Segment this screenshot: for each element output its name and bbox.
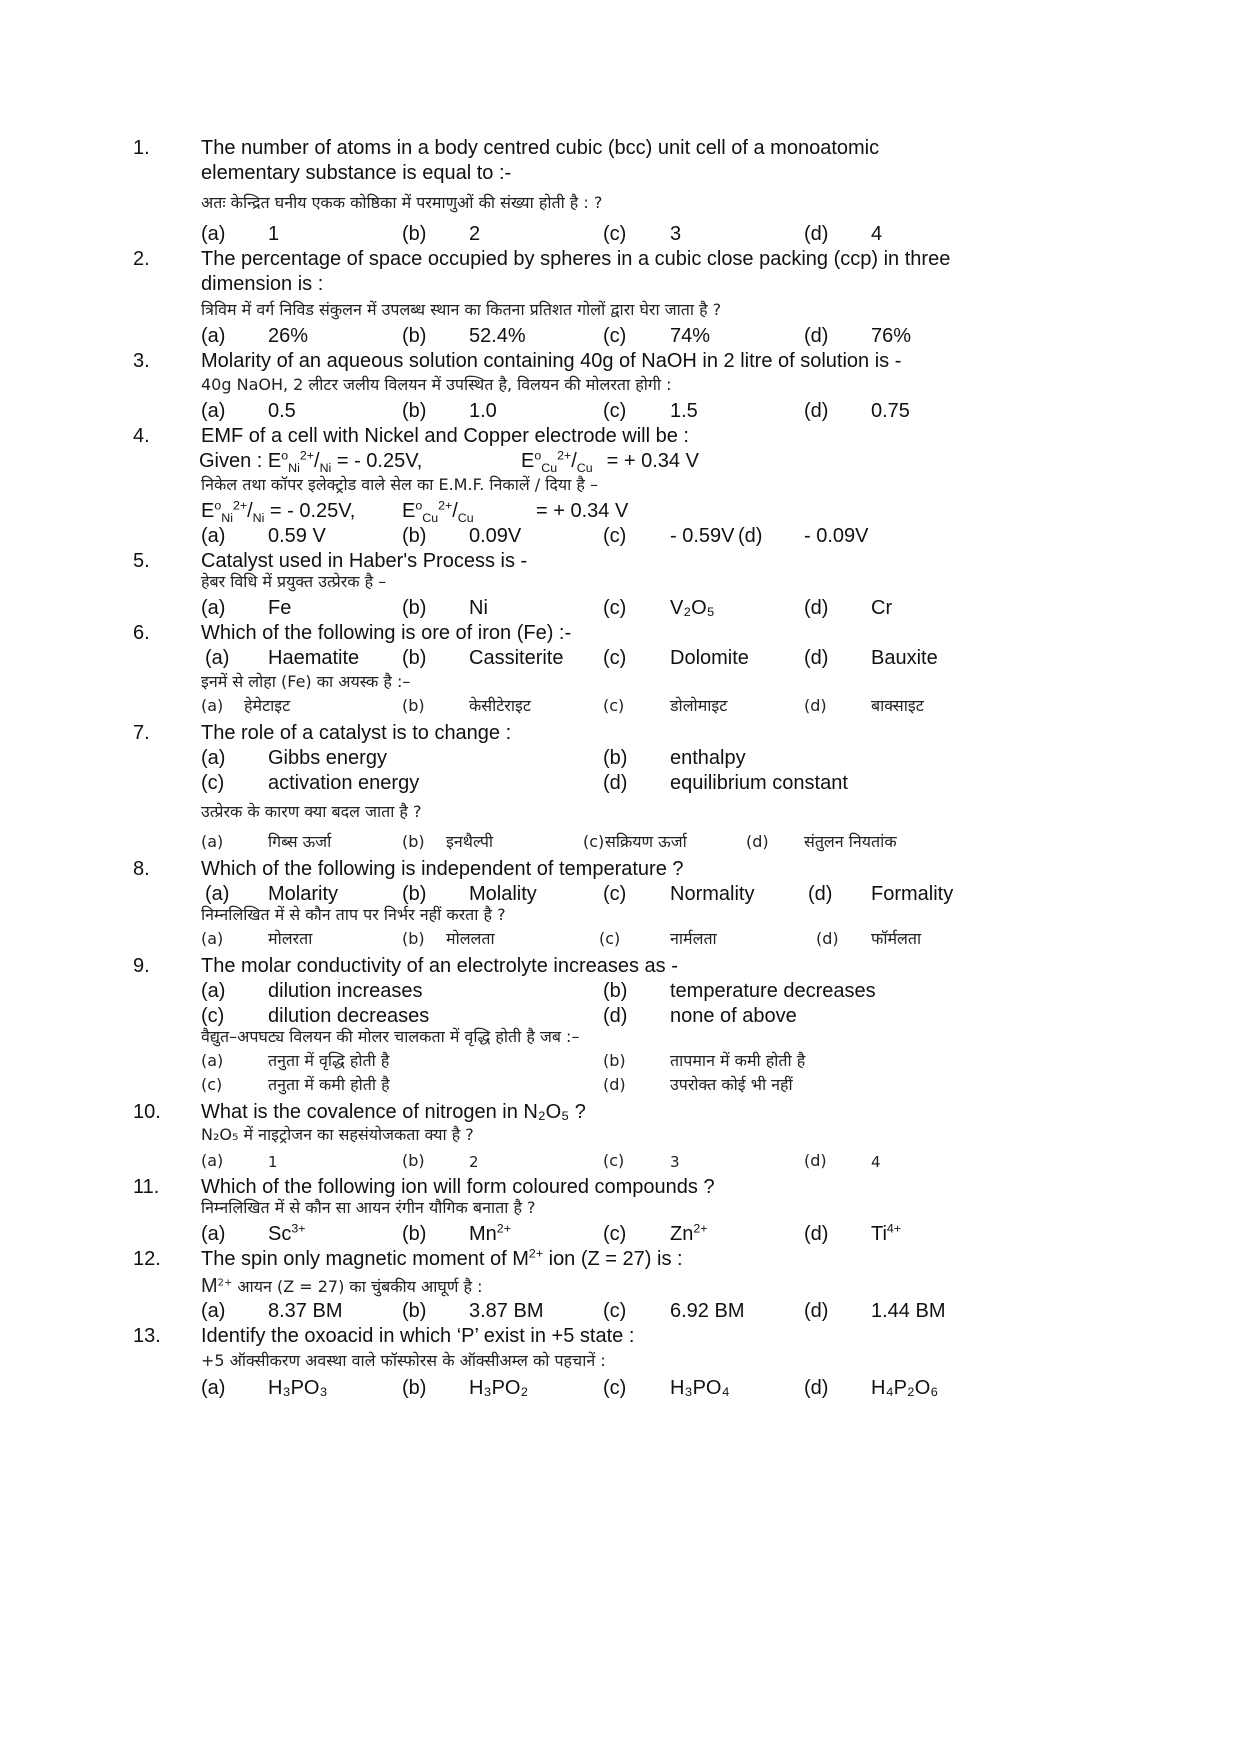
q9-hindi-option-a: तनुता में वृद्धि होती है <box>268 1051 390 1070</box>
q11-number: 11. <box>133 1176 160 1198</box>
q7-hindi-option-a: गिब्स ऊर्जा <box>268 832 332 851</box>
q9-hindi-option-d: उपरोक्त कोई भी नहीं <box>670 1075 793 1094</box>
q11-label-a: (a) <box>201 1223 226 1245</box>
q10-option-b: 2 <box>469 1153 479 1171</box>
q8-label-d: (d) <box>808 883 833 905</box>
q13-number: 13. <box>133 1325 161 1347</box>
q5-hindi-text: हेबर विधि में प्रयुक्त उत्प्रेरक है – <box>201 572 387 591</box>
q5-option-d: Cr <box>871 597 893 619</box>
q11-hindi-text: निम्नलिखित में से कौन सा आयन रंगीन यौगिक बनाता है ? <box>201 1198 536 1217</box>
q6-hindi-option-c: डोलोमाइट <box>670 696 728 715</box>
q11-text: Which of the following ion will form coloured compounds ? <box>201 1176 715 1198</box>
q13-option-a: H₃PO₃ <box>268 1377 328 1399</box>
q4-label-a: (a) <box>201 525 226 547</box>
q8-hindi-label-c: (c) <box>599 929 621 948</box>
q7-hindi-label-c: (c) <box>583 832 605 851</box>
q8-text: Which of the following is independent of temperature ? <box>201 858 684 880</box>
q6-hindi-option-a: हेमेटाइट <box>244 696 291 715</box>
q7-option-b: enthalpy <box>670 747 746 769</box>
q7-number: 7. <box>133 722 150 744</box>
q9-label-a: (a) <box>201 980 226 1002</box>
q4-given-ni: Given : $E^o_{Ni}^{2+}/_{Ni}$ = - 0.25V, <box>199 448 423 475</box>
q6-label-a: (a) <box>205 647 230 669</box>
q8-hindi-option-c: नार्मलता <box>670 929 717 948</box>
q11-label-b: (b) <box>402 1223 427 1245</box>
q6-hindi-label-d: (d) <box>804 696 827 715</box>
q10-hindi-text: N₂O₅ में नाइट्रोजन का सहसंयोजकता क्या है ? <box>201 1125 474 1144</box>
q9-hindi-option-c: तनुता में कमी होती है <box>268 1075 390 1094</box>
q2-option-a: 26% <box>268 325 309 347</box>
q9-hindi-label-a: (a) <box>201 1051 224 1070</box>
q9-hindi-option-b: तापमान में कमी होती है <box>670 1051 806 1070</box>
q8-hindi-text: निम्नलिखित में से कौन ताप पर निर्भर नहीं करता है ? <box>201 905 506 924</box>
q12-option-b: 3.87 BM <box>469 1300 544 1322</box>
q9-option-a: dilution increases <box>268 980 423 1002</box>
q2-option-c: 74% <box>670 325 711 347</box>
q3-label-b: (b) <box>402 400 427 422</box>
q6-option-c: Dolomite <box>670 647 749 669</box>
q3-label-c: (c) <box>603 400 627 422</box>
q4-hindi-text: निकेल तथा कॉपर इलेक्ट्रोड वाले सेल का E.M.F. निकालें / दिया है – <box>201 475 598 494</box>
q9-label-c: (c) <box>201 1005 225 1027</box>
q10-option-a: 1 <box>268 1153 278 1171</box>
q9-hindi-label-d: (d) <box>603 1075 626 1094</box>
q5-option-b: Ni <box>469 597 488 619</box>
q8-hindi-option-b: मोललता <box>446 929 495 948</box>
q4-given2-ni: $E^o_{Ni}^{2+}/_{Ni}$ = - 0.25V, <box>201 498 356 525</box>
q11-option-a: $Sc^{3+}$ <box>268 1221 306 1245</box>
q12-option-a: 8.37 BM <box>268 1300 343 1322</box>
q3-option-d: 0.75 <box>871 400 910 422</box>
q7-option-d: equilibrium constant <box>670 772 848 794</box>
q12-hindi-text: $M^{2+}$ आयन (Z = 27) का चुंबकीय आघूर्ण है : <box>201 1275 483 1297</box>
q7-hindi-text: उत्प्रेरक के कारण क्या बदल जाता है ? <box>201 802 422 821</box>
q4-given-cu: $E^o_{Cu}^{2+}/_{Cu}$ = + 0.34 V <box>521 448 699 475</box>
q10-label-b: (b) <box>402 1151 425 1170</box>
q10-label-a: (a) <box>201 1151 224 1170</box>
q10-number: 10. <box>133 1101 161 1123</box>
q3-text: Molarity of an aqueous solution containing 40g of NaOH in 2 litre of solution is - <box>201 350 902 372</box>
q4-number: 4. <box>133 425 150 447</box>
q6-label-d: (d) <box>804 647 829 669</box>
q1-label-d: (d) <box>804 223 829 245</box>
q9-label-d: (d) <box>603 1005 628 1027</box>
q7-hindi-label-b: (b) <box>402 832 425 851</box>
q4-label-b: (b) <box>402 525 427 547</box>
q3-number: 3. <box>133 350 150 372</box>
q4-option-c: - 0.59V <box>670 525 735 547</box>
q8-hindi-label-a: (a) <box>201 929 224 948</box>
q9-number: 9. <box>133 955 150 977</box>
q12-label-c: (c) <box>603 1300 627 1322</box>
q7-option-c: activation energy <box>268 772 420 794</box>
q3-label-d: (d) <box>804 400 829 422</box>
q11-label-d: (d) <box>804 1223 829 1245</box>
q13-hindi-text: +5 ऑक्सीकरण अवस्था वाले फॉस्फोरस के ऑक्सीअम्ल को पहचानें : <box>201 1351 606 1370</box>
q7-hindi-option-d: संतुलन नियतांक <box>804 832 897 851</box>
q13-text: Identify the oxoacid in which ‘P’ exist in +5 state : <box>201 1325 635 1347</box>
q5-label-b: (b) <box>402 597 427 619</box>
q13-option-c: H₃PO₄ <box>670 1377 730 1399</box>
q9-option-c: dilution decreases <box>268 1005 430 1027</box>
q2-option-d: 76% <box>871 325 912 347</box>
q4-label-d: (d) <box>738 525 763 547</box>
q1-option-b: 2 <box>469 223 481 245</box>
q2-label-c: (c) <box>603 325 627 347</box>
q1-option-d: 4 <box>871 223 883 245</box>
q3-label-a: (a) <box>201 400 226 422</box>
q10-option-d: 4 <box>871 1153 881 1171</box>
q8-label-c: (c) <box>603 883 627 905</box>
q5-text: Catalyst used in Haber's Process is - <box>201 550 528 572</box>
q5-number: 5. <box>133 550 150 572</box>
q6-hindi-label-b: (b) <box>402 696 425 715</box>
q5-label-c: (c) <box>603 597 627 619</box>
q11-option-b: $Mn^{2+}$ <box>469 1221 511 1245</box>
q6-number: 6. <box>133 622 150 644</box>
q7-label-a: (a) <box>201 747 226 769</box>
q4-given2-cu-value: = + 0.34 V <box>536 500 629 522</box>
q13-label-b: (b) <box>402 1377 427 1399</box>
q12-label-d: (d) <box>804 1300 829 1322</box>
q13-label-d: (d) <box>804 1377 829 1399</box>
q5-option-a: Fe <box>268 597 292 619</box>
q4-option-d: - 0.09V <box>804 525 869 547</box>
q2-number: 2. <box>133 248 150 270</box>
q2-label-a: (a) <box>201 325 226 347</box>
q12-label-b: (b) <box>402 1300 427 1322</box>
q12-text: The spin only magnetic moment of $M^{2+}$ ion (Z = 27) is : <box>201 1246 683 1270</box>
q12-number: 12. <box>133 1248 161 1270</box>
q4-text: EMF of a cell with Nickel and Copper electrode will be : <box>201 425 689 447</box>
q1-text-line2: elementary substance is equal to :- <box>201 162 512 184</box>
q9-text: The molar conductivity of an electrolyte increases as - <box>201 955 678 977</box>
q11-option-d: $Ti^{4+}$ <box>871 1221 902 1245</box>
q6-hindi-text: इनमें से लोहा (Fe) का अयस्क है :– <box>201 672 411 691</box>
q7-option-a: Gibbs energy <box>268 747 387 769</box>
q7-text: The role of a catalyst is to change : <box>201 722 512 744</box>
q6-hindi-label-a: (a) <box>201 696 224 715</box>
q6-label-b: (b) <box>402 647 427 669</box>
q1-label-b: (b) <box>402 223 427 245</box>
q2-option-b: 52.4% <box>469 325 526 347</box>
q7-label-b: (b) <box>603 747 628 769</box>
q3-option-b: 1.0 <box>469 400 497 422</box>
q8-hindi-label-b: (b) <box>402 929 425 948</box>
q11-label-c: (c) <box>603 1223 627 1245</box>
q8-hindi-option-d: फॉर्मलता <box>871 929 922 948</box>
q6-option-a: Haematite <box>268 647 360 669</box>
q2-text-line1: The percentage of space occupied by spheres in a cubic close packing (ccp) in three <box>201 248 951 270</box>
q3-option-a: 0.5 <box>268 400 296 422</box>
q1-option-c: 3 <box>670 223 682 245</box>
q10-text: What is the covalence of nitrogen in N₂O₅ ? <box>201 1101 586 1123</box>
q9-hindi-text: वैद्युत–अपघट्य विलयन की मोलर चालकता में वृद्धि होती है जब :– <box>201 1027 580 1046</box>
q6-hindi-label-c: (c) <box>603 696 625 715</box>
q8-label-a: (a) <box>205 883 230 905</box>
q3-hindi-text: 40g NaOH, 2 लीटर जलीय विलयन में उपस्थित है, विलयन की मोलरता होगी : <box>201 375 672 394</box>
q6-hindi-option-b: केसीटेराइट <box>469 696 531 715</box>
q9-option-b: temperature decreases <box>670 980 876 1002</box>
q2-label-b: (b) <box>402 325 427 347</box>
q8-option-a: Molarity <box>268 883 339 905</box>
q2-hindi-text: त्रिविम में वर्ग निविड संकुलन में उपलब्ध स्थान का कितना प्रतिशत गोलों द्वारा घेरा जाता है ? <box>201 300 722 319</box>
q8-option-c: Normality <box>670 883 755 905</box>
q7-label-d: (d) <box>603 772 628 794</box>
q8-hindi-option-a: मोलरता <box>268 929 313 948</box>
q1-number: 1. <box>133 137 150 159</box>
q2-text-line2: dimension is : <box>201 273 324 295</box>
q11-option-c: $Zn^{2+}$ <box>670 1221 708 1245</box>
q7-hindi-label-a: (a) <box>201 832 224 851</box>
q9-hindi-label-c: (c) <box>201 1075 223 1094</box>
q8-option-b: Molality <box>469 883 537 905</box>
q13-label-a: (a) <box>201 1377 226 1399</box>
q9-label-b: (b) <box>603 980 628 1002</box>
q8-option-d: Formality <box>871 883 954 905</box>
q6-option-b: Cassiterite <box>469 647 564 669</box>
q6-option-d: Bauxite <box>871 647 938 669</box>
q4-label-c: (c) <box>603 525 627 547</box>
q9-option-d: none of above <box>670 1005 797 1027</box>
q10-label-d: (d) <box>804 1151 827 1170</box>
q13-option-d: H₄P₂O₆ <box>871 1377 939 1399</box>
q12-label-a: (a) <box>201 1300 226 1322</box>
q7-label-c: (c) <box>201 772 225 794</box>
q2-label-d: (d) <box>804 325 829 347</box>
q10-label-c: (c) <box>603 1151 625 1170</box>
q1-hindi-text: अतः केन्द्रित घनीय एकक कोष्ठिका में परमाणुओं की संख्या होती है : ? <box>201 193 603 212</box>
q6-text: Which of the following is ore of iron (Fe) :- <box>201 622 572 644</box>
q4-option-b: 0.09V <box>469 525 522 547</box>
q5-option-c: V₂O₅ <box>670 597 715 619</box>
q1-option-a: 1 <box>268 223 280 245</box>
q4-given2-cu: $E^o_{Cu}^{2+}/_{Cu}$ <box>402 498 474 525</box>
q13-option-b: H₃PO₂ <box>469 1377 529 1399</box>
q6-hindi-option-d: बाक्साइट <box>871 696 924 715</box>
q8-number: 8. <box>133 858 150 880</box>
q1-text-line1: The number of atoms in a body centred cubic (bcc) unit cell of a monoatomic <box>201 137 880 159</box>
q12-option-c: 6.92 BM <box>670 1300 745 1322</box>
q3-option-c: 1.5 <box>670 400 698 422</box>
q4-option-a: 0.59 V <box>268 525 326 547</box>
q1-label-c: (c) <box>603 223 627 245</box>
q8-hindi-label-d: (d) <box>816 929 839 948</box>
q5-label-d: (d) <box>804 597 829 619</box>
q7-hindi-option-b: इनथैल्पी <box>446 832 494 851</box>
q9-hindi-label-b: (b) <box>603 1051 626 1070</box>
q8-label-b: (b) <box>402 883 427 905</box>
q12-option-d: 1.44 BM <box>871 1300 946 1322</box>
q5-label-a: (a) <box>201 597 226 619</box>
q13-label-c: (c) <box>603 1377 627 1399</box>
q7-hindi-label-d: (d) <box>746 832 769 851</box>
q6-label-c: (c) <box>603 647 627 669</box>
q1-label-a: (a) <box>201 223 226 245</box>
q10-option-c: 3 <box>670 1153 680 1171</box>
q7-hindi-option-c: सक्रियण ऊर्जा <box>605 832 687 851</box>
